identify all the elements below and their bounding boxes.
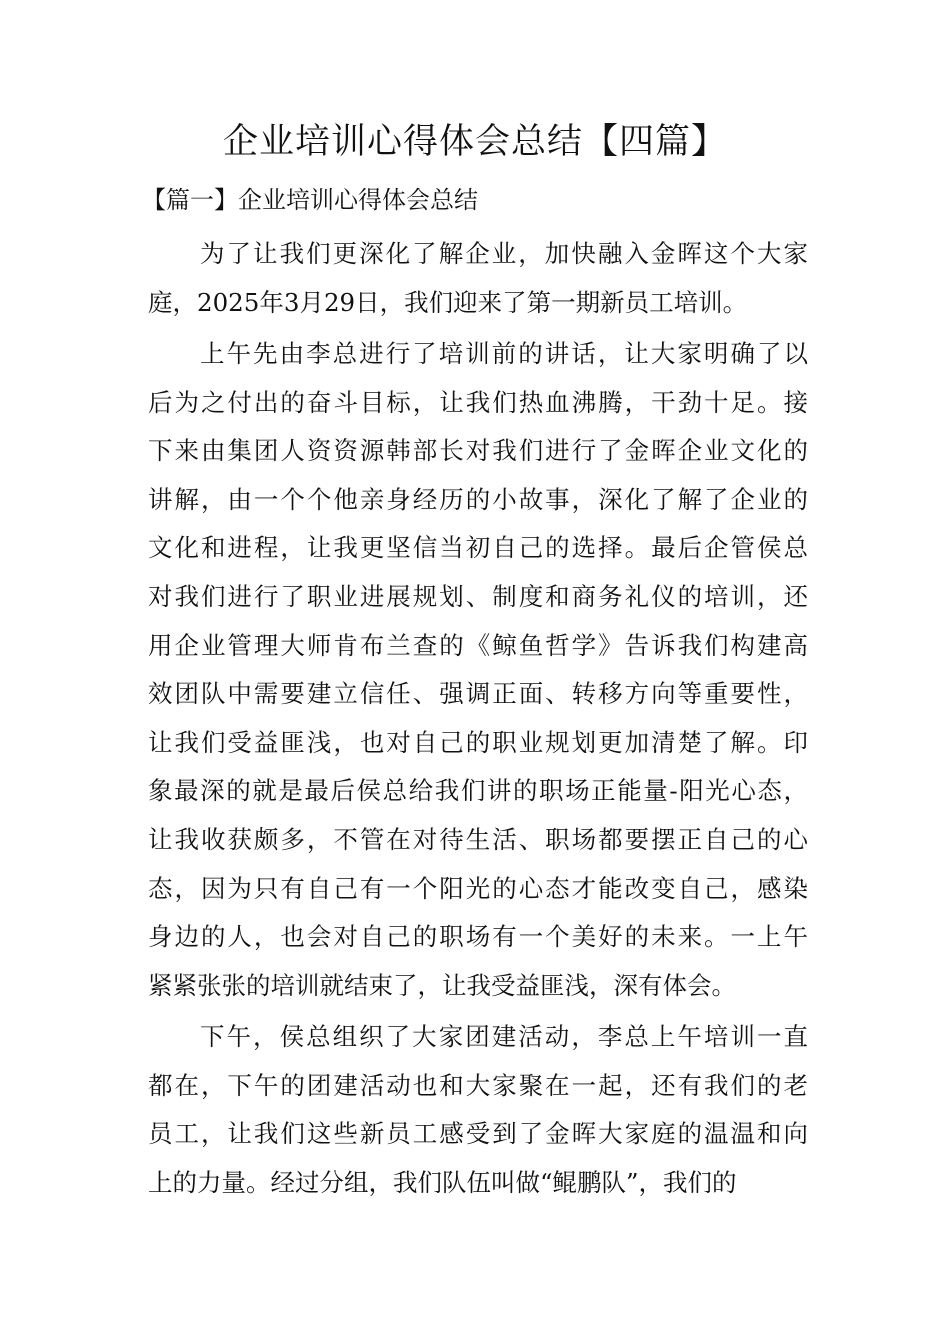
paragraph-line: 为了让我们更深化了解企业，加快融入金晖这个大家 bbox=[200, 239, 808, 268]
paragraph-line: 讲解，由一个个他亲身经历的小故事，深化了解了企业的 bbox=[148, 484, 808, 514]
paragraph-line: 态，因为只有自己有一个阳光的心态才能改变自己，感染 bbox=[148, 873, 808, 903]
section-heading: 【篇一】企业培训心得体会总结 bbox=[142, 186, 478, 214]
paragraph-line: 让我们受益匪浅，也对自己的职业规划更加清楚了解。印 bbox=[148, 727, 808, 757]
paragraph-line: 庭，2025年3月29日，我们迎来了第一期新员工培训。 bbox=[148, 287, 748, 317]
paragraph-line: 紧紧张张的培训就结束了，让我受益匪浅，深有体会。 bbox=[148, 970, 736, 1000]
paragraph-line: 后为之付出的奋斗目标，让我们热血沸腾，干劲十足。接 bbox=[148, 387, 808, 417]
paragraph bbox=[148, 1013, 808, 1207]
paragraph-line: 上的力量。经过分组，我们队伍叫做“鲲鹏队”，我们的 bbox=[148, 1167, 737, 1197]
paragraph-line: 下午，侯总组织了大家团建活动，李总上午培训一直 bbox=[200, 1022, 808, 1051]
paragraph-line: 文化和进程，让我更坚信当初自己的选择。最后企管侯总 bbox=[148, 533, 808, 563]
paragraph-line: 员工，让我们这些新员工感受到了金晖大家庭的温温和向 bbox=[148, 1119, 808, 1149]
paragraph-line: 都在，下午的团建活动也和大家聚在一起，还有我们的老 bbox=[148, 1070, 808, 1100]
paragraph-line: 下来由集团人资资源韩部长对我们进行了金晖企业文化的 bbox=[148, 436, 808, 466]
paragraph-line: 让我收获颇多，不管在对待生活、职场都要摆正自己的心 bbox=[148, 824, 808, 854]
paragraph-line: 上午先由李总进行了培训前的讲话，让大家明确了以 bbox=[200, 339, 808, 368]
paragraph-line: 象最深的就是最后侯总给我们讲的职场正能量-阳光心态， bbox=[148, 776, 808, 806]
paragraph bbox=[148, 230, 808, 327]
paragraph-line: 效团队中需要建立信任、强调正面、转移方向等重要性， bbox=[148, 679, 808, 709]
paragraph-line: 用企业管理大师肯布兰查的《鲸鱼哲学》告诉我们构建高 bbox=[148, 630, 808, 660]
paragraph-line: 对我们进行了职业进展规划、制度和商务礼仪的培训，还 bbox=[148, 581, 808, 611]
paragraph-line: 身边的人，也会对自己的职场有一个美好的未来。一上午 bbox=[148, 922, 808, 952]
paragraph bbox=[148, 330, 808, 1010]
document-title: 企业培训心得体会总结【四篇】 bbox=[222, 122, 727, 162]
